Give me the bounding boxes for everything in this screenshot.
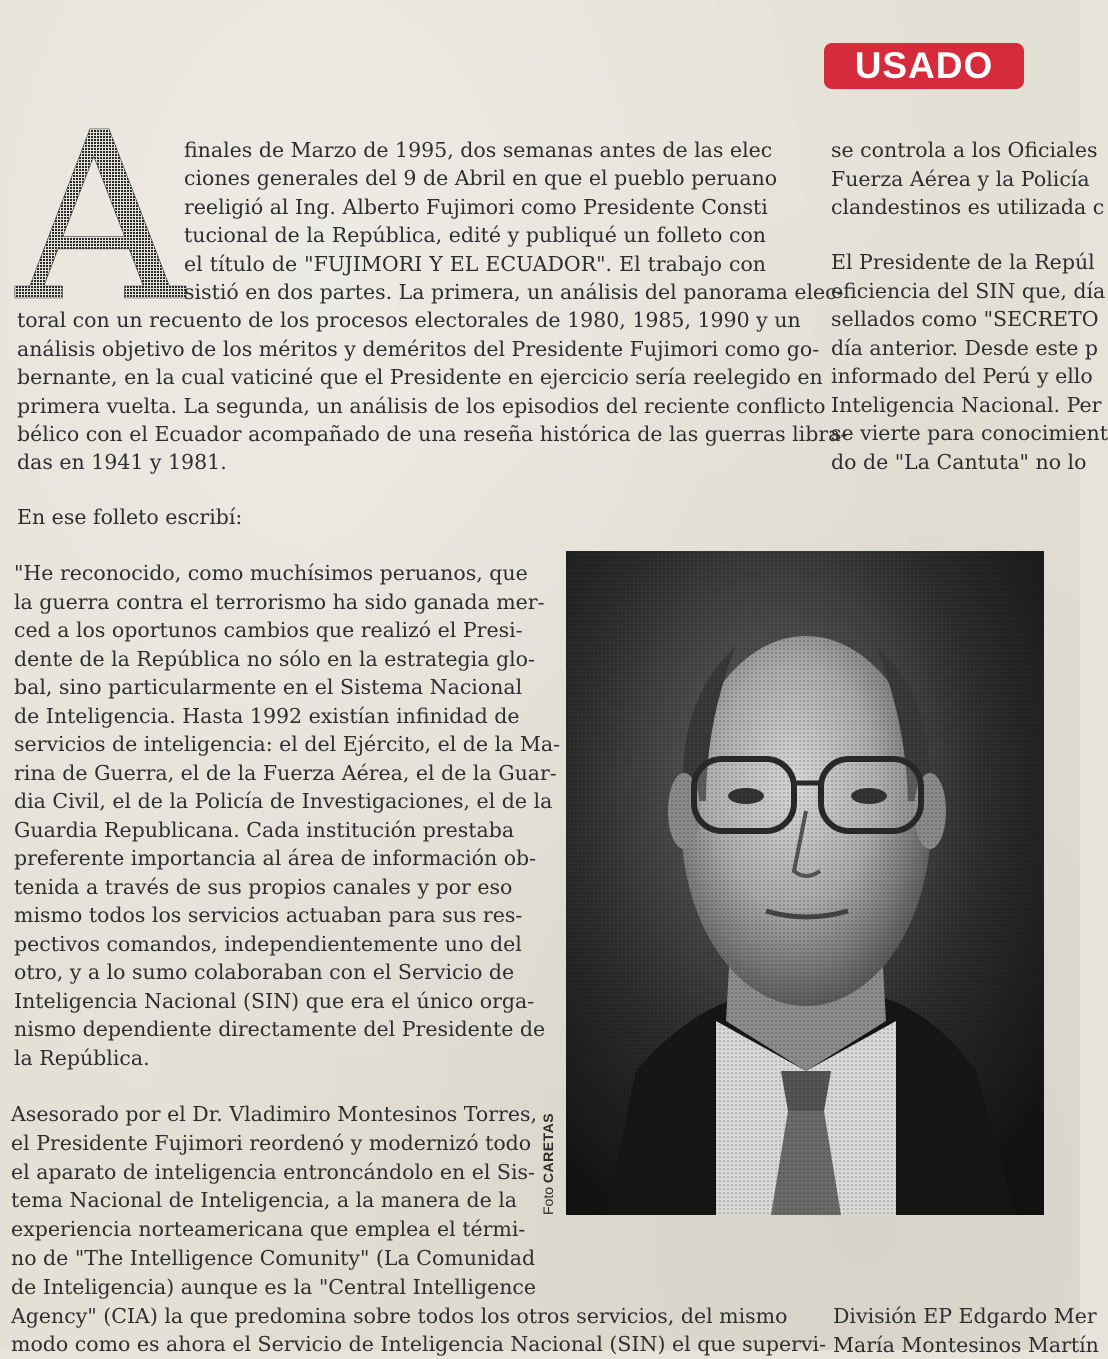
advised-line: el Presidente Fujimori reordenó y modernizó todo — [11, 1130, 532, 1155]
quote-line: servicios de inteligencia: el del Ejército, el de la Ma- — [14, 732, 561, 756]
portrait-photo — [566, 551, 1044, 1215]
right-column-line: María Montesinos Martín — [833, 1332, 1099, 1357]
right-column-line: clandestinos es utilizada c — [831, 195, 1105, 219]
right-column-line: informado del Perú y ello — [831, 364, 1093, 388]
quote-line: la guerra contra el terrorismo ha sido ganada mer- — [14, 589, 545, 614]
intro-line: bélico con el Ecuador acompañado de una reseña histórica de las guerras libra- — [17, 422, 848, 446]
quote-line: mismo todos los servicios actuaban para sus res- — [14, 903, 523, 927]
intro-line: sistió en dos partes. La primera, un análisis del panorama elec- — [184, 280, 844, 304]
advised-line: Agency" (CIA) la que predomina sobre todos los otros servicios, del mismo — [11, 1303, 788, 1328]
advised-line: modo como es ahora el Servicio de Inteligencia Nacional (SIN) el que supervi- — [11, 1332, 827, 1357]
quote-line: de Inteligencia. Hasta 1992 existían infinidad de — [14, 703, 520, 728]
right-column-line: Inteligencia Nacional. Per — [831, 392, 1102, 417]
intro-line: bernante, en la cual vaticiné que el Presidente en ejercicio sería reelegido en — [17, 365, 823, 390]
right-column-line: Fuerza Aérea y la Policía — [831, 166, 1090, 191]
intro-line: primera vuelta. La segunda, un análisis de los episodios del reciente conflicto — [17, 393, 826, 418]
lead-in: En ese folleto escribí: — [17, 505, 243, 529]
advised-line: Asesorado por el Dr. Vladimiro Montesinos Torres, — [11, 1102, 537, 1126]
quote-line: tenida a través de sus propios canales y por eso — [14, 874, 513, 899]
right-column-line: do de "La Cantuta" no lo — [831, 449, 1087, 474]
right-column-line: División EP Edgardo Mer — [833, 1304, 1097, 1328]
quote-line: ced a los oportunos cambios que realizó el Presi- — [14, 618, 523, 642]
quote-line: bal, sino particularmente en el Sistema Nacional — [14, 675, 523, 699]
advised-line: tema Nacional de Inteligencia, a la manera de la — [11, 1188, 518, 1213]
intro-line: tucional de la República, edité y publiqué un folleto con — [184, 223, 766, 248]
quote-line: nismo dependiente directamente del Presidente de — [14, 1017, 546, 1041]
intro-line: el título de "FUJIMORI Y EL ECUADOR". El trabajo con — [184, 251, 766, 276]
intro-line: reeligió al Ing. Alberto Fujimori como Presidente Consti — [184, 194, 768, 219]
advised-line: de Inteligencia) aunque es la "Central Intelligence — [11, 1274, 537, 1299]
intro-line: ciones generales del 9 de Abril en que el pueblo peruano — [184, 166, 778, 191]
quote-line: Guardia Republicana. Cada institución prestaba — [14, 817, 515, 842]
right-column-line: se controla a los Oficiales — [831, 138, 1098, 162]
quote-line: dia Civil, el de la Policía de Investigaciones, el de la — [14, 789, 553, 813]
quote-line: Inteligencia Nacional (SIN) que era el único orga- — [14, 988, 535, 1013]
right-column-line: eficiencia del SIN que, día — [831, 278, 1106, 303]
quote-line: rina de Guerra, el de la Fuerza Aérea, el de la Guar- — [14, 760, 557, 785]
right-column-line: día anterior. Desde este p — [831, 335, 1099, 360]
used-badge: USADO — [824, 43, 1024, 89]
intro-line: finales de Marzo de 1995, dos semanas antes de las elec — [184, 138, 773, 162]
advised-line: no de "The Intelligence Comunity" (La Comunidad — [11, 1246, 536, 1270]
advised-line: experiencia norteamericana que emplea el térmi- — [11, 1217, 526, 1242]
quote-line: la República. — [14, 1045, 150, 1070]
quote-line: "He reconocido, como muchísimos peruanos, que — [14, 561, 528, 585]
intro-line: toral con un recuento de los procesos electorales de 1980, 1985, 1990 y un — [17, 308, 801, 333]
quote-line: otro, y a lo sumo colaboraban con el Servicio de — [14, 960, 515, 984]
quote-line: preferente importancia al área de información ob- — [14, 846, 537, 870]
quote-line: pectivos comandos, independientemente uno del — [14, 931, 522, 956]
advised-line: el aparato de inteligencia entroncándolo en el Sis- — [11, 1159, 535, 1184]
photo-credit — [540, 1113, 556, 1215]
drop-cap-letter: A — [16, 83, 184, 353]
photo-credit-source: CARETAS — [540, 1112, 556, 1184]
right-column-line: El Presidente de la Repúl — [831, 250, 1095, 274]
quote-line: dente de la República no sólo en la estrategia glo- — [14, 646, 535, 671]
intro-line: das en 1941 y 1981. — [17, 450, 227, 475]
intro-line: análisis objetivo de los méritos y deméritos del Presidente Fujimori como go- — [17, 336, 820, 361]
portrait-image — [566, 551, 1044, 1215]
right-column-line: se vierte para conocimient — [831, 421, 1108, 445]
drop-cap — [16, 83, 184, 353]
photo-credit-prefix: Foto — [540, 1186, 556, 1215]
right-column-line: sellados como "SECRETO — [831, 307, 1099, 331]
